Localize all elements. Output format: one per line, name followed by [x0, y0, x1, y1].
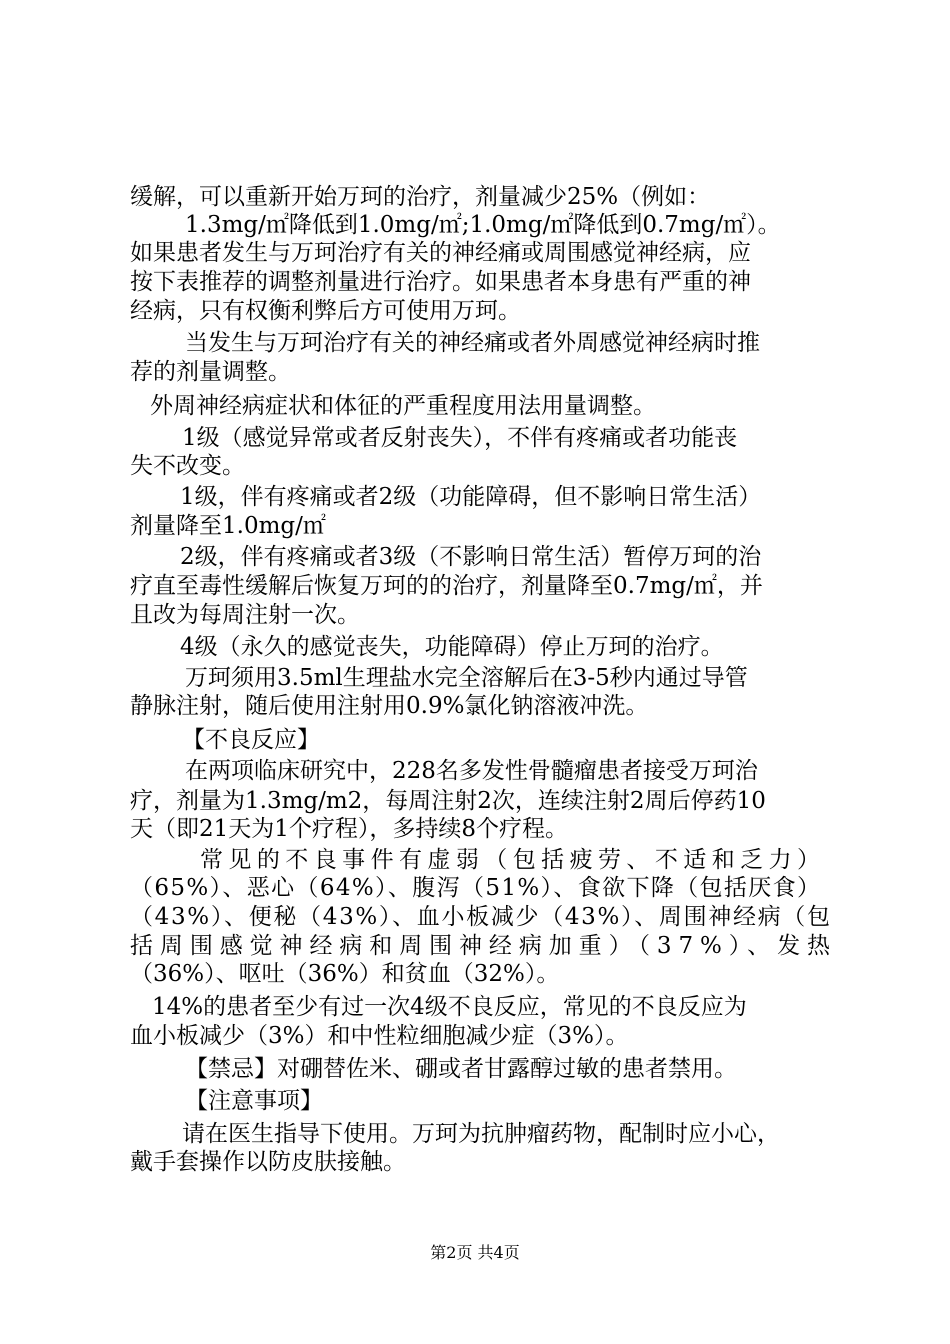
text-line: 【禁忌】对硼替佐米、硼或者甘露醇过敏的患者禁用。 [185, 1056, 737, 1082]
text-line: 如果患者发生与万珂治疗有关的神经痛或周围感觉神经病，应 [130, 240, 751, 266]
text-line: 请在医生指导下使用。万珂为抗肿瘤药物，配制时应小心， [182, 1121, 780, 1147]
text-line: 括周围感觉神经病和周围神经病加重）（37%）、发热 [130, 933, 837, 959]
text-line: 荐的剂量调整。 [130, 359, 291, 385]
text-line: 静脉注射，随后使用注射用0.9%氯化钠溶液冲洗。 [130, 693, 649, 719]
text-line: 在两项临床研究中，228名多发性骨髓瘤患者接受万珂治 [185, 758, 758, 784]
text-line: 外周神经病症状和体征的严重程度用法用量调整。 [150, 393, 656, 419]
text-line: 常见的不良事件有虚弱（包括疲劳、不适和乏力） [200, 847, 826, 873]
text-line: 4级（永久的感觉丧失，功能障碍）停止万珂的治疗。 [180, 634, 724, 660]
text-line: （65%）、恶心（64%）、腹泻（51%）、食欲下降（包括厌食） [130, 875, 822, 901]
text-line: 14%的患者至少有过一次4级不良反应，常见的不良反应为 [152, 994, 747, 1020]
text-line: 当发生与万珂治疗有关的神经痛或者外周感觉神经病时推 [185, 330, 760, 356]
text-line: 经病，只有权衡利弊后方可使用万珂。 [130, 298, 521, 324]
text-line: 天（即21天为1个疗程），多持续8个疗程。 [130, 816, 569, 842]
text-line: 【不良反应】 [182, 727, 320, 753]
text-line: 1.3mg/㎡降低到1.0mg/㎡;1.0mg/㎡降低到0.7mg/㎡）。 [185, 212, 781, 238]
text-line: 戴手套操作以防皮肤接触。 [130, 1149, 406, 1175]
text-line: 按下表推荐的调整剂量进行治疗。如果患者本身患有严重的神 [130, 269, 751, 295]
text-line: （36%）、呕吐（36%）和贫血（32%）。 [130, 961, 560, 987]
page-footer: 第2页 共4页 [430, 1243, 520, 1262]
text-line: 失不改变。 [130, 453, 245, 479]
text-line: 万珂须用3.5ml生理盐水完全溶解后在3-5秒内通过导管 [185, 665, 748, 691]
text-line: （43%）、便秘（43%）、血小板减少（43%）、周围神经病（包 [130, 904, 832, 930]
text-line: 疗，剂量为1.3mg/m2，每周注射2次，连续注射2周后停药10 [130, 788, 766, 814]
text-line: 【注意事项】 [185, 1088, 323, 1114]
text-line: 疗直至毒性缓解后恢复万珂的的治疗，剂量降至0.7mg/㎡，并 [130, 573, 763, 599]
text-line: 1级，伴有疼痛或者2级（功能障碍，但不影响日常生活） [180, 484, 762, 510]
text-line: 且改为每周注射一次。 [130, 602, 360, 628]
text-line: 2级，伴有疼痛或者3级（不影响日常生活）暂停万珂的治 [180, 544, 762, 570]
text-line: 缓解，可以重新开始万珂的治疗，剂量减少25%（例如： [130, 184, 711, 210]
text-line: 1级（感觉异常或者反射丧失），不伴有疼痛或者功能丧 [182, 425, 738, 451]
text-line: 血小板减少（3%）和中性粒细胞减少症（3%）。 [130, 1023, 629, 1049]
text-line: 剂量降至1.0mg/㎡ [130, 513, 326, 539]
